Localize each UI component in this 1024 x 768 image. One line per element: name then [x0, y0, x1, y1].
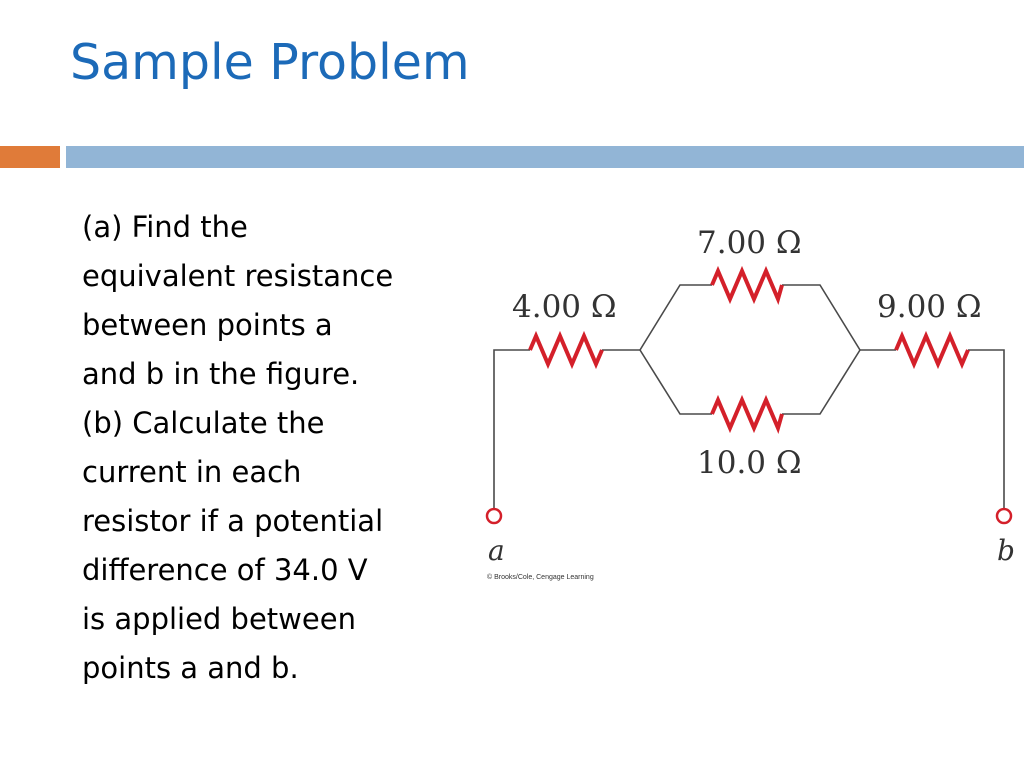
resistor-label-10ohm: 10.0 Ω	[697, 445, 802, 481]
problem-line: is applied between	[82, 602, 356, 636]
wire-right-vertical	[968, 350, 1004, 510]
wire-lower-branch-right	[782, 350, 860, 414]
terminal-b-node	[997, 509, 1011, 523]
problem-line: (b) Calculate the	[82, 406, 325, 440]
problem-line: points a and b.	[82, 651, 299, 685]
problem-line: equivalent resistance	[82, 259, 394, 293]
wire-upper-branch-right	[782, 285, 860, 350]
terminal-b-label: b	[997, 534, 1015, 567]
problem-line: resistor if a potential	[82, 504, 384, 538]
wire-upper-branch-left	[640, 285, 712, 350]
wire-lower-branch-left	[640, 350, 712, 414]
resistor-7ohm	[712, 271, 782, 299]
wire-left-vertical	[494, 350, 530, 510]
resistor-9ohm	[896, 336, 968, 364]
accent-bar-blue	[66, 146, 1024, 168]
problem-statement	[82, 203, 462, 693]
problem-line: (a) Find the	[82, 210, 248, 244]
resistor-label-4ohm: 4.00 Ω	[512, 289, 617, 325]
slide-title: Sample Problem	[70, 34, 470, 91]
problem-line: and b in the figure.	[82, 357, 360, 391]
circuit-diagram	[470, 200, 1020, 600]
resistor-label-7ohm: 7.00 Ω	[697, 225, 802, 261]
terminal-a-node	[487, 509, 501, 523]
image-credit: © Brooks/Cole, Cengage Learning	[487, 574, 594, 581]
accent-bar-orange	[0, 146, 60, 168]
terminal-a-label: a	[488, 534, 505, 567]
problem-line: difference of 34.0 V	[82, 553, 368, 587]
resistor-label-9ohm: 9.00 Ω	[877, 289, 982, 325]
problem-line: current in each	[82, 455, 302, 489]
resistor-4ohm	[530, 336, 602, 364]
resistor-10ohm	[712, 400, 782, 428]
problem-line: between points a	[82, 308, 333, 342]
